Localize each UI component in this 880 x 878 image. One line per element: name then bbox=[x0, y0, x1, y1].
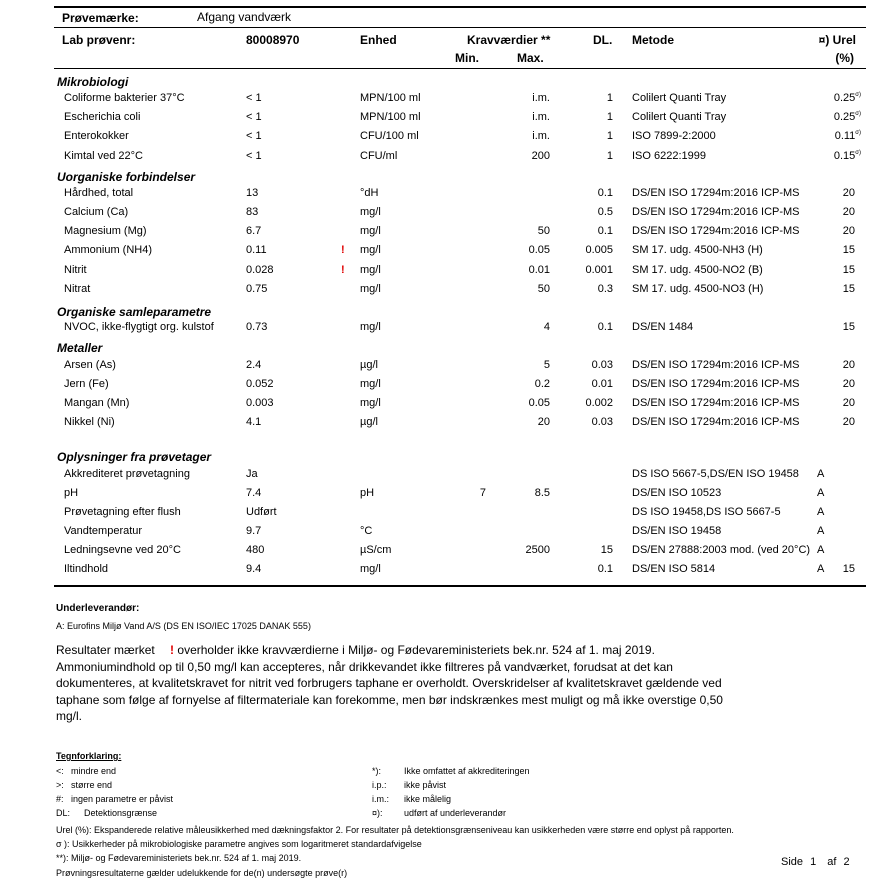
row-max: 2500 bbox=[525, 544, 550, 556]
legend-star-note: **): Miljø- og Fødevareministeriets bek.nr. 524 af 1. maj 2019. bbox=[56, 853, 302, 863]
row-urel bbox=[800, 150, 861, 162]
row-parameter: Kimtal ved 22°C bbox=[64, 150, 143, 162]
legend-symbol: <: bbox=[56, 766, 64, 776]
row-parameter: Magnesium (Mg) bbox=[64, 225, 147, 237]
row-value: 83 bbox=[246, 206, 259, 218]
row-urel-value: 0.25 bbox=[833, 111, 856, 123]
row-value: 4.1 bbox=[246, 416, 262, 428]
row-unit: pH bbox=[360, 487, 375, 499]
legend-symbol: *): bbox=[372, 766, 381, 776]
remark-flag-icon: ! bbox=[170, 643, 175, 657]
row-method: DS ISO 19458,DS ISO 5667-5 bbox=[632, 506, 781, 518]
subcontractor-text: A: Eurofins Miljø Vand A/S (DS EN ISO/IEC 17025 DANAK 555) bbox=[56, 621, 311, 631]
row-unit: mg/l bbox=[360, 378, 381, 390]
row-unit: °dH bbox=[360, 187, 379, 199]
row-method: DS/EN 1484 bbox=[632, 321, 694, 333]
row-parameter: Nitrit bbox=[64, 264, 87, 276]
row-parameter: Jern (Fe) bbox=[64, 378, 109, 390]
row-max: 50 bbox=[537, 225, 550, 237]
row-method: DS/EN ISO 17294m:2016 ICP-MS bbox=[632, 206, 800, 218]
row-method: Colilert Quanti Tray bbox=[632, 92, 727, 104]
row-urel: 20 bbox=[842, 378, 855, 390]
row-value: < 1 bbox=[246, 130, 262, 142]
row-dl: 0.01 bbox=[591, 378, 613, 390]
row-min: 7 bbox=[479, 487, 486, 499]
row-value: Ja bbox=[246, 468, 258, 480]
row-value: 0.75 bbox=[246, 283, 268, 295]
row-method: DS/EN 27888:2003 mod. (ved 20°C) bbox=[632, 544, 811, 556]
row-unit: MPN/100 ml bbox=[360, 111, 421, 123]
row-value: Udført bbox=[246, 506, 277, 518]
row-urel: 15 bbox=[842, 264, 855, 276]
row-accreditation: A bbox=[817, 506, 825, 518]
remark-line-2: Ammoniumindhold op til 0,50 mg/l kan accepteres, når drikkevandet ikke filtreres på vandværket, forudsat at det kan bbox=[56, 660, 673, 674]
row-unit: mg/l bbox=[360, 244, 381, 256]
row-parameter: NVOC, ikke-flygtigt org. kulstof bbox=[64, 321, 214, 333]
row-method: DS/EN ISO 17294m:2016 ICP-MS bbox=[632, 378, 800, 390]
row-urel bbox=[800, 111, 861, 123]
row-parameter: Iltindhold bbox=[64, 563, 109, 575]
row-value: 7.4 bbox=[246, 487, 262, 499]
row-max: i.m. bbox=[532, 92, 550, 104]
row-value: 9.4 bbox=[246, 563, 262, 575]
row-method: DS/EN ISO 17294m:2016 ICP-MS bbox=[632, 416, 800, 428]
page-of: af bbox=[827, 856, 837, 868]
remark-line-3: dokumenteres, at kvalitetskravet for nitrit ved forbrugers taphane er overholdt. Overskridelser af kvalitetskravet gældende ved bbox=[56, 676, 722, 690]
row-parameter: Ledningsevne ved 20°C bbox=[64, 544, 181, 556]
row-urel-sup: σ) bbox=[855, 111, 861, 117]
row-urel-sup: σ) bbox=[855, 150, 861, 156]
row-parameter: pH bbox=[64, 487, 79, 499]
row-value: 9.7 bbox=[246, 525, 262, 537]
row-value: < 1 bbox=[246, 150, 262, 162]
row-dl: 0.1 bbox=[597, 321, 613, 333]
row-value: 0.11 bbox=[246, 244, 267, 256]
row-flag-icon: ! bbox=[341, 264, 345, 276]
row-method: DS/EN ISO 19458 bbox=[632, 525, 722, 537]
top-rule bbox=[54, 6, 866, 8]
remark-line-1 bbox=[56, 642, 655, 659]
row-parameter: Akkrediteret prøvetagning bbox=[64, 468, 190, 480]
row-dl: 0.002 bbox=[585, 397, 613, 409]
col-unit-header: Enhed bbox=[360, 33, 397, 47]
row-dl: 1 bbox=[606, 111, 613, 123]
row-dl: 1 bbox=[606, 92, 613, 104]
row-unit: mg/l bbox=[360, 321, 381, 333]
row-unit: CFU/ml bbox=[360, 150, 398, 162]
section-organiske: Organiske samleparametre bbox=[57, 305, 212, 319]
section-mikrobiologi: Mikrobiologi bbox=[57, 75, 129, 89]
row-urel: 20 bbox=[842, 206, 855, 218]
remark-pre: Resultater mærket bbox=[56, 643, 155, 657]
row-urel: 15 bbox=[842, 563, 855, 575]
row-max: 50 bbox=[537, 283, 550, 295]
row-unit: mg/l bbox=[360, 225, 381, 237]
row-urel bbox=[800, 130, 861, 142]
remark-post: overholder ikke kravværdierne i Miljø- og Fødevareministeriets bek.nr. 524 af 1. maj 2019. bbox=[177, 643, 655, 657]
row-unit: mg/l bbox=[360, 206, 381, 218]
row-method: DS/EN ISO 17294m:2016 ICP-MS bbox=[632, 397, 800, 409]
legend-urel-note: Urel (%): Ekspanderede relative måleusikkerhed med dækningsfaktor 2. For resultater på detektionsgrænseniveau kan usikkerheden være større end oplyst på rapporten. bbox=[56, 825, 734, 835]
row-dl: 15 bbox=[600, 544, 613, 556]
remark-line-5: mg/l. bbox=[56, 709, 83, 723]
section-metaller: Metaller bbox=[57, 341, 103, 355]
col-limits-header: Kravværdier ** bbox=[467, 33, 551, 47]
row-max: i.m. bbox=[532, 111, 550, 123]
page-indicator bbox=[781, 856, 850, 868]
row-method: SM 17. udg. 4500-NH3 (H) bbox=[632, 244, 763, 256]
legend-symbol: i.m.: bbox=[372, 794, 389, 804]
row-unit: µg/l bbox=[360, 359, 378, 371]
row-max: 4 bbox=[543, 321, 550, 333]
row-parameter: Nitrat bbox=[64, 283, 91, 295]
row-max: 200 bbox=[531, 150, 550, 162]
col-urel-unit-header: (%) bbox=[835, 51, 854, 65]
row-urel: 20 bbox=[842, 416, 855, 428]
lab-value: 80008970 bbox=[246, 33, 300, 47]
row-accreditation: A bbox=[817, 544, 825, 556]
row-urel bbox=[800, 92, 861, 104]
row-method: DS/EN ISO 10523 bbox=[632, 487, 722, 499]
row-value: 0.73 bbox=[246, 321, 268, 333]
lab-label: Lab prøvenr: bbox=[62, 33, 136, 47]
row-parameter: Mangan (Mn) bbox=[64, 397, 130, 409]
row-dl: 1 bbox=[606, 150, 613, 162]
section-uorganiske: Uorganiske forbindelser bbox=[57, 170, 196, 184]
col-urel-header: ¤) Urel bbox=[818, 33, 856, 47]
row-value: 13 bbox=[246, 187, 259, 199]
row-unit: µS/cm bbox=[360, 544, 392, 556]
row-urel-value: 0.25 bbox=[833, 92, 856, 104]
row-urel-sup: σ) bbox=[855, 92, 861, 98]
row-max: 0.01 bbox=[528, 264, 550, 276]
row-value: 480 bbox=[246, 544, 265, 556]
row-urel: 20 bbox=[842, 225, 855, 237]
legend-sigma-note: σ ): Usikkerheder på mikrobiologiske parametre angives som logaritmeret standardafvigelse bbox=[56, 839, 422, 849]
row-dl: 0.03 bbox=[591, 359, 613, 371]
row-parameter: Prøvetagning efter flush bbox=[64, 506, 181, 518]
row-unit: °C bbox=[360, 525, 373, 537]
row-method: DS/EN ISO 17294m:2016 ICP-MS bbox=[632, 359, 800, 371]
row-urel: 20 bbox=[842, 187, 855, 199]
legend-text: mindre end bbox=[71, 766, 117, 776]
row-accreditation: A bbox=[817, 468, 825, 480]
row-value: 0.028 bbox=[246, 264, 274, 276]
page-label: Side bbox=[781, 856, 804, 868]
sample-value: Afgang vandværk bbox=[197, 10, 292, 24]
row-parameter: Arsen (As) bbox=[64, 359, 116, 371]
row-max: i.m. bbox=[532, 130, 550, 142]
row-accreditation: A bbox=[817, 487, 825, 499]
row-urel: 15 bbox=[842, 244, 855, 256]
row-urel: 15 bbox=[842, 321, 855, 333]
row-urel: 20 bbox=[842, 397, 855, 409]
row-value: 0.052 bbox=[246, 378, 274, 390]
row-dl: 0.001 bbox=[585, 264, 613, 276]
row-max: 0.2 bbox=[534, 378, 550, 390]
legend-symbol: DL: bbox=[56, 808, 71, 818]
row-unit: µg/l bbox=[360, 416, 378, 428]
row-value: 6.7 bbox=[246, 225, 262, 237]
row-method: DS/EN ISO 5814 bbox=[632, 563, 716, 575]
row-parameter: Ammonium (NH4) bbox=[64, 244, 153, 256]
row-method: SM 17. udg. 4500-NO2 (B) bbox=[632, 264, 763, 276]
row-parameter: Vandtemperatur bbox=[64, 525, 143, 537]
row-max: 0.05 bbox=[528, 244, 550, 256]
row-method: SM 17. udg. 4500-NO3 (H) bbox=[632, 283, 764, 295]
row-dl: 0.03 bbox=[591, 416, 613, 428]
table-bottom-rule bbox=[54, 585, 866, 587]
col-max-header: Max. bbox=[517, 51, 544, 65]
row-unit: CFU/100 ml bbox=[360, 130, 419, 142]
page-current: 1 bbox=[810, 856, 817, 868]
row-parameter: Nikkel (Ni) bbox=[64, 416, 115, 428]
legend-text: ikke påvist bbox=[404, 780, 447, 790]
legend-cut-line: Prøvningsresultaterne gælder udelukkende for de(n) undersøgte prøve(r) bbox=[56, 868, 348, 878]
page-total: 2 bbox=[843, 856, 850, 868]
row-urel: 15 bbox=[842, 283, 855, 295]
row-urel-value: 0.15 bbox=[833, 150, 856, 162]
row-accreditation: A bbox=[817, 563, 825, 575]
row-parameter: Escherichia coli bbox=[64, 111, 141, 123]
legend-text: Detektionsgrænse bbox=[84, 808, 158, 818]
row-max: 0.05 bbox=[528, 397, 550, 409]
row-urel-value: 0.11 bbox=[834, 130, 856, 142]
legend-text: udført af underleverandør bbox=[404, 808, 507, 818]
remark-line-4: taphane som følge af fornyelse af filtermateriale kan forekomme, men bør indskrænkes mest muligt og må ikke overstige 0,50 bbox=[56, 693, 723, 707]
row-max: 5 bbox=[543, 359, 550, 371]
row-method: DS/EN ISO 17294m:2016 ICP-MS bbox=[632, 187, 800, 199]
col-method-header: Metode bbox=[632, 33, 674, 47]
row-urel-sup: σ) bbox=[855, 130, 861, 136]
subcontractor-title: Underleverandør: bbox=[56, 603, 140, 614]
row-method: DS ISO 5667-5,DS/EN ISO 19458 bbox=[632, 468, 799, 480]
row-method: ISO 7899-2:2000 bbox=[632, 130, 716, 142]
legend-symbol: i.p.: bbox=[372, 780, 387, 790]
row-urel: 20 bbox=[842, 359, 855, 371]
row-value: < 1 bbox=[246, 111, 262, 123]
row-dl: 0.005 bbox=[585, 244, 613, 256]
row-method: Colilert Quanti Tray bbox=[632, 111, 727, 123]
row-method: DS/EN ISO 17294m:2016 ICP-MS bbox=[632, 225, 800, 237]
row-dl: 0.3 bbox=[597, 283, 613, 295]
column-header-rule bbox=[54, 68, 866, 69]
legend-text: større end bbox=[71, 780, 113, 790]
row-parameter: Calcium (Ca) bbox=[64, 206, 129, 218]
row-max: 8.5 bbox=[534, 487, 550, 499]
row-dl: 0.1 bbox=[597, 225, 613, 237]
legend-text: ikke målelig bbox=[404, 794, 452, 804]
row-dl: 1 bbox=[606, 130, 613, 142]
row-value: < 1 bbox=[246, 92, 262, 104]
legend-title: Tegnforklaring: bbox=[56, 751, 122, 761]
row-value: 2.4 bbox=[246, 359, 262, 371]
row-max: 20 bbox=[537, 416, 550, 428]
row-dl: 0.1 bbox=[597, 563, 613, 575]
col-dl-header: DL. bbox=[593, 33, 613, 47]
row-dl: 0.5 bbox=[597, 206, 613, 218]
row-flag-icon: ! bbox=[341, 244, 345, 256]
section-oplysninger: Oplysninger fra prøvetager bbox=[57, 450, 212, 464]
legend-text: ingen parametre er påvist bbox=[71, 794, 174, 804]
legend-symbol: #: bbox=[56, 794, 64, 804]
row-dl: 0.1 bbox=[597, 187, 613, 199]
row-unit: mg/l bbox=[360, 563, 381, 575]
row-parameter: Enterokokker bbox=[64, 130, 129, 142]
row-method: ISO 6222:1999 bbox=[632, 150, 707, 162]
header-rule bbox=[54, 27, 866, 28]
row-unit: MPN/100 ml bbox=[360, 92, 421, 104]
row-accreditation: A bbox=[817, 525, 825, 537]
legend-symbol: ¤): bbox=[372, 808, 383, 818]
row-unit: mg/l bbox=[360, 264, 381, 276]
row-unit: mg/l bbox=[360, 283, 381, 295]
row-unit: mg/l bbox=[360, 397, 381, 409]
row-parameter: Hårdhed, total bbox=[64, 187, 134, 199]
row-value: 0.003 bbox=[246, 397, 274, 409]
legend-symbol: >: bbox=[56, 780, 64, 790]
legend-text: Ikke omfattet af akkrediteringen bbox=[404, 766, 530, 776]
row-parameter: Coliforme bakterier 37°C bbox=[64, 92, 185, 104]
col-min-header: Min. bbox=[455, 51, 479, 65]
sample-label: Prøvemærke: bbox=[62, 11, 139, 25]
